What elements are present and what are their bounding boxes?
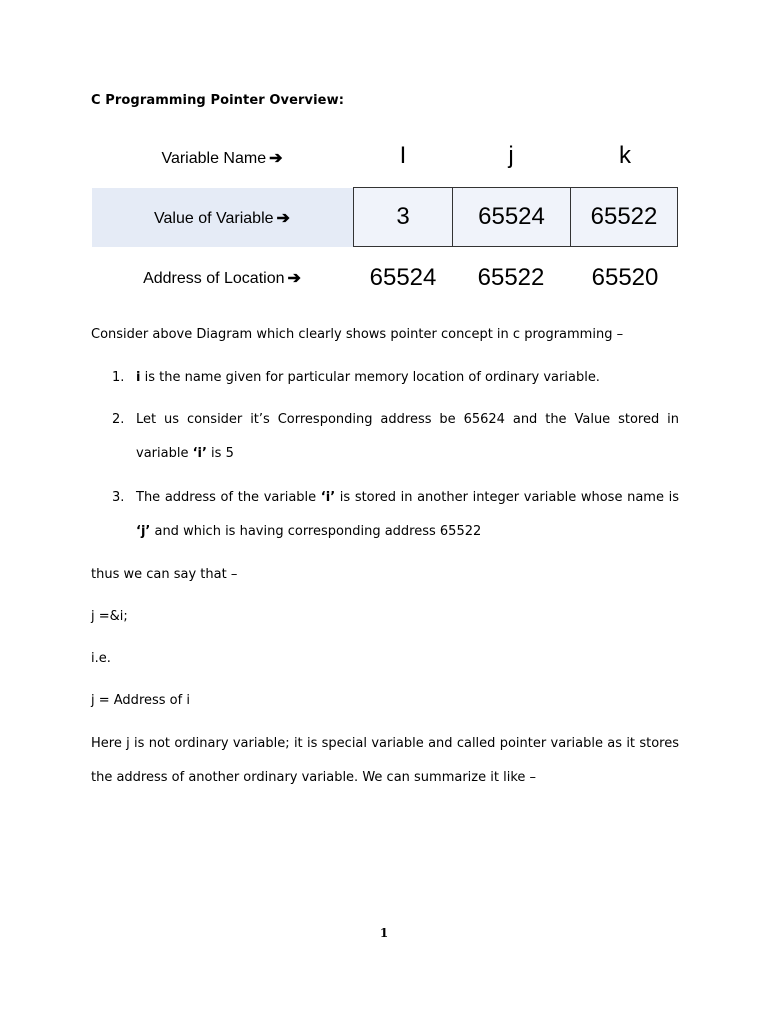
meaning-line: j = Address of i xyxy=(91,693,190,708)
code-line: j =&i; xyxy=(91,609,128,624)
ie-line: i.e. xyxy=(91,651,111,666)
variable-name-label: Variable Name xyxy=(161,150,267,167)
right-arrow-icon: ➔ xyxy=(276,210,290,227)
bold-term: ‘i’ xyxy=(320,490,336,505)
address-j: 65522 xyxy=(477,264,545,291)
list-text: is 5 xyxy=(206,446,234,461)
right-arrow-icon: ➔ xyxy=(287,270,301,287)
address-k: 65520 xyxy=(591,264,659,291)
variable-name-i: I xyxy=(399,142,407,169)
list-text: is stored in another integer variable whose name is xyxy=(335,490,679,505)
page-title: C Programming Pointer Overview: xyxy=(91,93,345,108)
variable-name-k: k xyxy=(619,142,631,169)
variable-name-j: j xyxy=(508,142,514,169)
bold-term: i xyxy=(136,370,141,385)
value-of-variable-label: Value of Variable xyxy=(154,210,274,227)
variable-name-row-label xyxy=(92,148,352,168)
bold-term: ‘j’ xyxy=(136,524,151,539)
list-item xyxy=(91,403,679,471)
page-number: 1 xyxy=(379,926,389,940)
list-text: and which is having corresponding address 65522 xyxy=(150,524,482,539)
bold-term: ‘i’ xyxy=(192,446,207,461)
list-number: 3. xyxy=(112,490,125,505)
list-item xyxy=(91,361,679,395)
list-text: is the name given for particular memory location of ordinary variable. xyxy=(140,370,600,385)
value-cell-k: 65522 xyxy=(571,188,678,247)
list-text: The address of the variable xyxy=(136,490,321,505)
list-number: 2. xyxy=(112,412,125,427)
list-text: Let us consider it’s Corresponding address be 65624 and the Value stored in variable xyxy=(136,412,679,461)
value-table xyxy=(353,187,678,247)
list-item xyxy=(91,481,679,549)
right-arrow-icon: ➔ xyxy=(269,150,283,167)
value-cell-i: 3 xyxy=(354,188,453,247)
value-row-label xyxy=(92,208,352,228)
summary-paragraph: Here j is not ordinary variable; it is special variable and called pointer variable as it stores the address of another ordinary variable. We can summarize it like – xyxy=(91,736,679,785)
thus-paragraph: thus we can say that – xyxy=(91,567,238,582)
address-row-label xyxy=(92,268,352,288)
address-of-location-label: Address of Location xyxy=(143,270,285,287)
value-cell-j: 65524 xyxy=(453,188,571,247)
value-row xyxy=(354,188,678,247)
address-i: 65524 xyxy=(369,264,437,291)
intro-paragraph: Consider above Diagram which clearly shows pointer concept in c programming – xyxy=(91,327,624,342)
list-number: 1. xyxy=(112,370,125,385)
